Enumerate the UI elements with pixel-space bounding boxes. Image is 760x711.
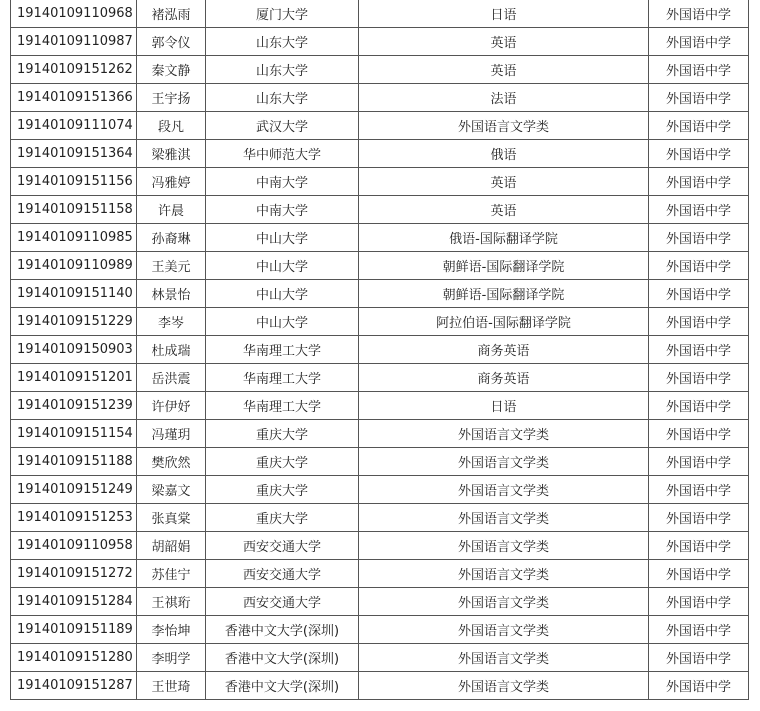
admission-table-body bbox=[11, 0, 749, 700]
cell-student-name: 李明学 bbox=[137, 644, 206, 672]
cell-student-name: 苏佳宁 bbox=[137, 560, 206, 588]
cell-university: 中山大学 bbox=[206, 224, 359, 252]
cell-major: 英语 bbox=[359, 196, 649, 224]
cell-student-id: 19140109110989 bbox=[11, 252, 137, 280]
cell-major: 外国语言文学类 bbox=[359, 112, 649, 140]
cell-school: 外国语中学 bbox=[649, 532, 749, 560]
table-row bbox=[11, 196, 749, 224]
table-row bbox=[11, 448, 749, 476]
cell-university: 西安交通大学 bbox=[206, 560, 359, 588]
cell-student-id: 19140109151156 bbox=[11, 168, 137, 196]
cell-student-id: 19140109151201 bbox=[11, 364, 137, 392]
cell-major: 外国语言文学类 bbox=[359, 616, 649, 644]
cell-university: 山东大学 bbox=[206, 28, 359, 56]
cell-student-name: 王世琦 bbox=[137, 672, 206, 700]
cell-student-name: 孙裔琳 bbox=[137, 224, 206, 252]
cell-student-id: 19140109151366 bbox=[11, 84, 137, 112]
cell-major: 日语 bbox=[359, 392, 649, 420]
table-row bbox=[11, 420, 749, 448]
table-row bbox=[11, 168, 749, 196]
cell-school: 外国语中学 bbox=[649, 224, 749, 252]
cell-major: 朝鲜语-国际翻译学院 bbox=[359, 252, 649, 280]
cell-student-id: 19140109151253 bbox=[11, 504, 137, 532]
cell-school: 外国语中学 bbox=[649, 0, 749, 28]
table-row bbox=[11, 392, 749, 420]
cell-student-id: 19140109110987 bbox=[11, 28, 137, 56]
cell-student-id: 19140109151189 bbox=[11, 616, 137, 644]
table-row bbox=[11, 308, 749, 336]
cell-student-name: 林景怡 bbox=[137, 280, 206, 308]
table-row bbox=[11, 560, 749, 588]
cell-student-name: 王宇扬 bbox=[137, 84, 206, 112]
cell-school: 外国语中学 bbox=[649, 196, 749, 224]
table-row bbox=[11, 56, 749, 84]
cell-school: 外国语中学 bbox=[649, 168, 749, 196]
cell-school: 外国语中学 bbox=[649, 588, 749, 616]
cell-university: 中南大学 bbox=[206, 168, 359, 196]
cell-student-name: 李怡坤 bbox=[137, 616, 206, 644]
cell-student-name: 褚泓雨 bbox=[137, 0, 206, 28]
cell-major: 俄语-国际翻译学院 bbox=[359, 224, 649, 252]
table-row bbox=[11, 280, 749, 308]
cell-student-id: 19140109110968 bbox=[11, 0, 137, 28]
table-row bbox=[11, 504, 749, 532]
cell-major: 商务英语 bbox=[359, 336, 649, 364]
cell-major: 外国语言文学类 bbox=[359, 476, 649, 504]
cell-major: 英语 bbox=[359, 56, 649, 84]
cell-student-name: 梁嘉文 bbox=[137, 476, 206, 504]
cell-university: 华南理工大学 bbox=[206, 336, 359, 364]
table-row bbox=[11, 84, 749, 112]
cell-student-id: 19140109151229 bbox=[11, 308, 137, 336]
cell-student-name: 冯瑾玥 bbox=[137, 420, 206, 448]
cell-school: 外国语中学 bbox=[649, 420, 749, 448]
cell-student-name: 杜成瑞 bbox=[137, 336, 206, 364]
cell-university: 重庆大学 bbox=[206, 476, 359, 504]
table-row bbox=[11, 532, 749, 560]
table-row bbox=[11, 224, 749, 252]
cell-student-id: 19140109151249 bbox=[11, 476, 137, 504]
table-row bbox=[11, 476, 749, 504]
cell-student-name: 张真棠 bbox=[137, 504, 206, 532]
cell-school: 外国语中学 bbox=[649, 504, 749, 532]
cell-student-name: 段凡 bbox=[137, 112, 206, 140]
cell-school: 外国语中学 bbox=[649, 560, 749, 588]
cell-university: 山东大学 bbox=[206, 84, 359, 112]
cell-student-id: 19140109110985 bbox=[11, 224, 137, 252]
cell-student-name: 李岑 bbox=[137, 308, 206, 336]
cell-university: 重庆大学 bbox=[206, 448, 359, 476]
table-row bbox=[11, 140, 749, 168]
cell-student-id: 19140109111074 bbox=[11, 112, 137, 140]
table-row bbox=[11, 672, 749, 700]
cell-major: 英语 bbox=[359, 28, 649, 56]
cell-school: 外国语中学 bbox=[649, 476, 749, 504]
cell-school: 外国语中学 bbox=[649, 672, 749, 700]
cell-student-id: 19140109151140 bbox=[11, 280, 137, 308]
cell-university: 华南理工大学 bbox=[206, 364, 359, 392]
table-row bbox=[11, 588, 749, 616]
cell-major: 外国语言文学类 bbox=[359, 448, 649, 476]
cell-major: 外国语言文学类 bbox=[359, 644, 649, 672]
cell-school: 外国语中学 bbox=[649, 616, 749, 644]
cell-university: 华中师范大学 bbox=[206, 140, 359, 168]
cell-major: 外国语言文学类 bbox=[359, 588, 649, 616]
cell-student-id: 19140109151239 bbox=[11, 392, 137, 420]
cell-major: 英语 bbox=[359, 168, 649, 196]
cell-university: 中山大学 bbox=[206, 252, 359, 280]
cell-student-id: 19140109110958 bbox=[11, 532, 137, 560]
cell-student-id: 19140109151158 bbox=[11, 196, 137, 224]
cell-major: 外国语言文学类 bbox=[359, 560, 649, 588]
cell-university: 香港中文大学(深圳) bbox=[206, 616, 359, 644]
cell-school: 外国语中学 bbox=[649, 448, 749, 476]
cell-school: 外国语中学 bbox=[649, 140, 749, 168]
cell-major: 阿拉伯语-国际翻译学院 bbox=[359, 308, 649, 336]
cell-university: 西安交通大学 bbox=[206, 588, 359, 616]
cell-major: 外国语言文学类 bbox=[359, 504, 649, 532]
admission-table-container bbox=[10, 0, 749, 700]
cell-major: 外国语言文学类 bbox=[359, 420, 649, 448]
cell-major: 俄语 bbox=[359, 140, 649, 168]
cell-student-id: 19140109151364 bbox=[11, 140, 137, 168]
cell-student-id: 19140109151154 bbox=[11, 420, 137, 448]
cell-school: 外国语中学 bbox=[649, 280, 749, 308]
cell-university: 重庆大学 bbox=[206, 420, 359, 448]
cell-student-id: 19140109151287 bbox=[11, 672, 137, 700]
cell-student-name: 梁雅淇 bbox=[137, 140, 206, 168]
cell-student-name: 郭令仪 bbox=[137, 28, 206, 56]
cell-student-name: 许伊妤 bbox=[137, 392, 206, 420]
cell-university: 山东大学 bbox=[206, 56, 359, 84]
cell-student-id: 19140109151280 bbox=[11, 644, 137, 672]
cell-school: 外国语中学 bbox=[649, 308, 749, 336]
cell-university: 重庆大学 bbox=[206, 504, 359, 532]
table-row bbox=[11, 0, 749, 28]
cell-student-name: 王美元 bbox=[137, 252, 206, 280]
table-row bbox=[11, 252, 749, 280]
cell-student-id: 19140109151284 bbox=[11, 588, 137, 616]
cell-university: 中南大学 bbox=[206, 196, 359, 224]
cell-major: 法语 bbox=[359, 84, 649, 112]
cell-university: 西安交通大学 bbox=[206, 532, 359, 560]
cell-student-id: 19140109151188 bbox=[11, 448, 137, 476]
cell-school: 外国语中学 bbox=[649, 336, 749, 364]
cell-school: 外国语中学 bbox=[649, 56, 749, 84]
cell-student-name: 冯雅婷 bbox=[137, 168, 206, 196]
table-row bbox=[11, 112, 749, 140]
cell-school: 外国语中学 bbox=[649, 84, 749, 112]
admission-table bbox=[10, 0, 749, 700]
cell-school: 外国语中学 bbox=[649, 252, 749, 280]
cell-university: 厦门大学 bbox=[206, 0, 359, 28]
cell-school: 外国语中学 bbox=[649, 364, 749, 392]
table-row bbox=[11, 364, 749, 392]
cell-university: 武汉大学 bbox=[206, 112, 359, 140]
cell-school: 外国语中学 bbox=[649, 28, 749, 56]
cell-student-name: 许晨 bbox=[137, 196, 206, 224]
cell-student-id: 19140109150903 bbox=[11, 336, 137, 364]
cell-student-id: 19140109151262 bbox=[11, 56, 137, 84]
cell-student-name: 胡韶娟 bbox=[137, 532, 206, 560]
table-row bbox=[11, 336, 749, 364]
cell-student-name: 王祺珩 bbox=[137, 588, 206, 616]
table-row bbox=[11, 616, 749, 644]
cell-university: 中山大学 bbox=[206, 280, 359, 308]
cell-university: 香港中文大学(深圳) bbox=[206, 672, 359, 700]
cell-major: 商务英语 bbox=[359, 364, 649, 392]
table-row bbox=[11, 644, 749, 672]
cell-student-id: 19140109151272 bbox=[11, 560, 137, 588]
cell-major: 日语 bbox=[359, 0, 649, 28]
cell-school: 外国语中学 bbox=[649, 112, 749, 140]
cell-school: 外国语中学 bbox=[649, 392, 749, 420]
cell-university: 香港中文大学(深圳) bbox=[206, 644, 359, 672]
table-row bbox=[11, 28, 749, 56]
cell-major: 外国语言文学类 bbox=[359, 532, 649, 560]
cell-student-name: 秦文静 bbox=[137, 56, 206, 84]
cell-student-name: 樊欣然 bbox=[137, 448, 206, 476]
cell-university: 中山大学 bbox=[206, 308, 359, 336]
cell-university: 华南理工大学 bbox=[206, 392, 359, 420]
cell-major: 外国语言文学类 bbox=[359, 672, 649, 700]
cell-student-name: 岳洪震 bbox=[137, 364, 206, 392]
cell-major: 朝鲜语-国际翻译学院 bbox=[359, 280, 649, 308]
cell-school: 外国语中学 bbox=[649, 644, 749, 672]
